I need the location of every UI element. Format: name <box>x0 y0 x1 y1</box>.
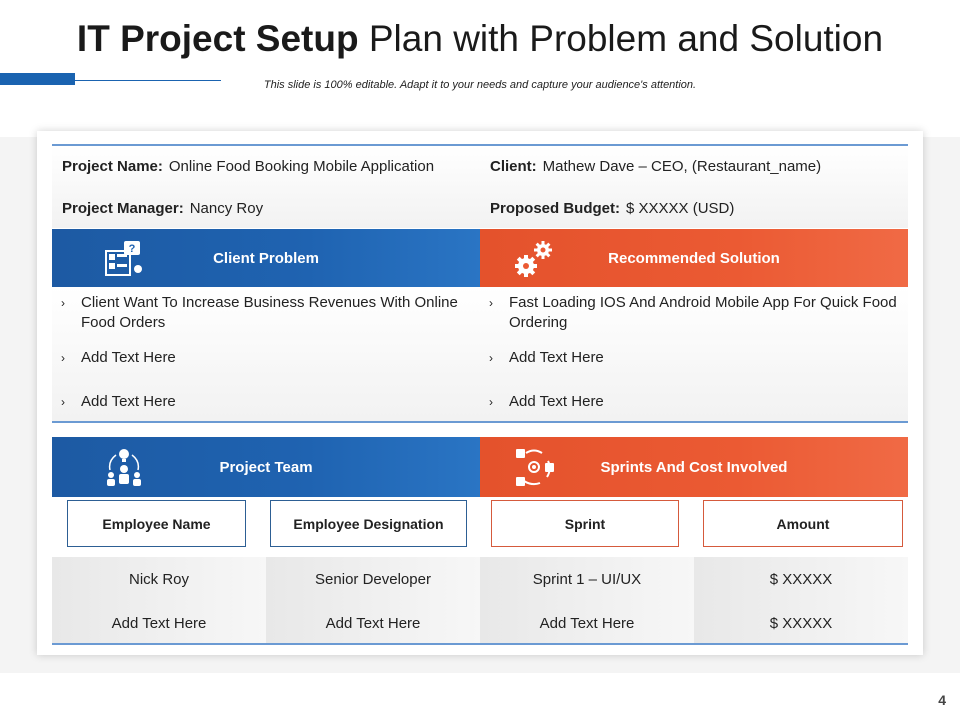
client-problem-title: Client Problem <box>213 249 319 267</box>
title-rest: Plan with Problem and Solution <box>368 18 884 59</box>
manager-value: Nancy Roy <box>189 200 264 217</box>
table-cell: Add Text Here <box>111 615 207 632</box>
problem-item-text: Add Text Here <box>81 393 176 410</box>
solution-item <box>489 392 899 412</box>
solution-item <box>489 348 899 368</box>
project-name <box>62 158 434 175</box>
table-cell: Nick Roy <box>128 571 189 588</box>
bullet-chevron-icon: › <box>489 351 493 365</box>
bullet-chevron-icon: › <box>61 395 65 409</box>
bullet-chevron-icon: › <box>61 296 65 310</box>
client-label: Client: <box>490 158 537 175</box>
title-bold: IT Project Setup <box>76 18 359 59</box>
employee-designation-header: Employee Designation <box>270 500 467 547</box>
amount-header: Amount <box>703 500 903 547</box>
table-cell: Sprint 1 – UI/UX <box>532 571 642 588</box>
table-cell: Add Text Here <box>325 615 421 632</box>
solution-item-text: Add Text Here <box>509 349 604 366</box>
problem-item <box>61 348 471 368</box>
gears-icon <box>512 239 556 279</box>
client <box>490 158 821 175</box>
solution-item-text: Fast Loading IOS And Android Mobile App For Quick Food Ordering <box>509 294 897 331</box>
middle-rule <box>52 421 908 423</box>
employee-name-header: Employee Name <box>67 500 246 547</box>
page-number: 4 <box>938 692 946 708</box>
project-manager <box>62 200 263 217</box>
sprints-cost-title: Sprints And Cost Involved <box>600 458 788 476</box>
bullet-chevron-icon: › <box>489 296 493 310</box>
project-team-header <box>52 437 480 497</box>
recommended-solution-header <box>480 229 908 287</box>
table-cell: $ XXXXX <box>769 571 833 588</box>
budget-label: Proposed Budget: <box>490 200 620 217</box>
project-team-title: Project Team <box>219 458 313 476</box>
project-name-label: Project Name: <box>62 158 163 175</box>
budget-value: $ XXXXX (USD) <box>626 200 735 217</box>
client-problem-header <box>52 229 480 287</box>
table-cell: Add Text Here <box>539 615 635 632</box>
top-rule <box>52 144 908 146</box>
sprints-cost-header <box>480 437 908 497</box>
solution-item-text: Add Text Here <box>509 393 604 410</box>
recommended-solution-title: Recommended Solution <box>608 249 780 267</box>
svg-text:?: ? <box>128 243 136 255</box>
proposed-budget <box>490 200 734 217</box>
bullet-chevron-icon: › <box>489 395 493 409</box>
problem-item <box>61 392 471 412</box>
question-board-icon <box>102 239 146 279</box>
slide-subtitle: This slide is 100% editable. Adapt it to your needs and capture your audience's attention. <box>263 79 697 91</box>
slide-title <box>0 16 960 62</box>
bullet-chevron-icon: › <box>61 351 65 365</box>
solution-item <box>489 293 899 333</box>
table-cell: Senior Developer <box>315 571 431 588</box>
table-cell: $ XXXXX <box>769 615 833 632</box>
manager-label: Project Manager: <box>62 200 184 217</box>
sprint-cycle-icon <box>512 443 556 491</box>
bottom-rule <box>52 643 908 645</box>
project-name-value: Online Food Booking Mobile Application <box>168 158 435 175</box>
problem-item <box>61 293 471 333</box>
team-idea-icon <box>102 443 146 491</box>
problem-item-text: Add Text Here <box>81 349 176 366</box>
problem-item-text: Client Want To Increase Business Revenues With Online Food Orders <box>81 294 458 331</box>
sprint-header: Sprint <box>491 500 679 547</box>
client-value: Mathew Dave – CEO, (Restaurant_name) <box>542 158 822 175</box>
